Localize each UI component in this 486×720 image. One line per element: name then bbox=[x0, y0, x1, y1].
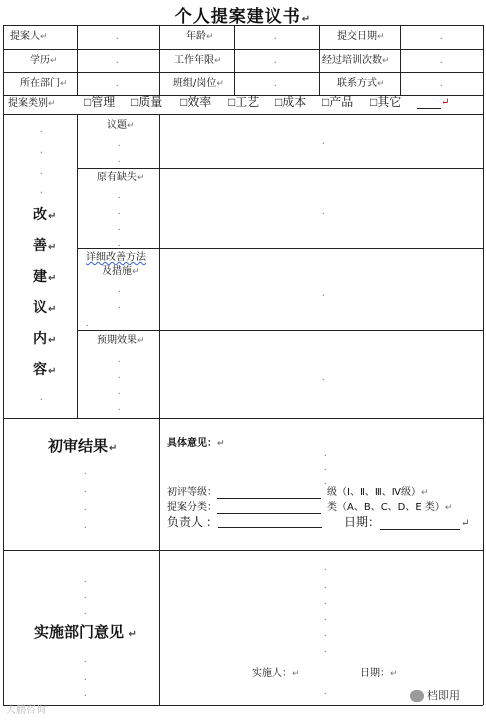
label-age: 年龄↵ bbox=[186, 31, 214, 42]
category-option-other[interactable]: □其它 bbox=[370, 95, 402, 109]
category-option-management[interactable]: □管理 bbox=[84, 95, 116, 109]
document-title: 个人提案建议书↵ bbox=[174, 7, 312, 27]
field-effect[interactable]: . bbox=[322, 372, 325, 383]
watermark-left: 大鹏咨询 bbox=[6, 705, 46, 716]
category-option-process[interactable]: □工艺 bbox=[228, 95, 260, 109]
sub-dot: . bbox=[118, 222, 121, 233]
label-submit-date: 提交日期↵ bbox=[337, 31, 385, 42]
label-department: 所在部门↵ bbox=[20, 78, 68, 89]
grade-options: 级（Ⅰ、Ⅱ、Ⅲ、Ⅳ级）↵ bbox=[327, 487, 429, 498]
sub-dot: . bbox=[118, 206, 121, 217]
sub-dot: . bbox=[118, 402, 121, 413]
label-impl-date: 日期：↵ bbox=[360, 668, 398, 679]
sub-dot: . bbox=[118, 300, 121, 311]
sub-dot: . bbox=[86, 318, 89, 329]
row-divider bbox=[77, 168, 483, 169]
label-effect: 预期效果↵ bbox=[97, 335, 145, 346]
label-owner: 负责人 ： bbox=[167, 516, 322, 528]
label-opinion: 具体意见：↵ bbox=[167, 438, 225, 449]
impl-dot: . bbox=[84, 590, 87, 601]
col-divider bbox=[159, 114, 160, 418]
label-class: 提案分类： bbox=[167, 502, 321, 514]
sub-dot: . bbox=[118, 386, 121, 397]
row-divider bbox=[77, 248, 483, 249]
section-dot: . bbox=[40, 124, 43, 135]
category-option-product[interactable]: □产品 bbox=[322, 95, 354, 109]
field-opinion[interactable]: . bbox=[324, 448, 327, 459]
table-border-left bbox=[3, 25, 4, 705]
sub-dot: . bbox=[118, 284, 121, 295]
row-divider bbox=[3, 72, 483, 73]
impl-dot: . bbox=[84, 606, 87, 617]
label-proposer: 提案人↵ bbox=[10, 31, 48, 42]
label-implementer: 实施人：↵ bbox=[252, 668, 300, 679]
field-impl-opinion[interactable]: . bbox=[324, 612, 327, 623]
field-work-years[interactable]: . bbox=[274, 55, 277, 66]
impl-dot: . bbox=[84, 574, 87, 585]
field-team-post[interactable]: . bbox=[274, 78, 277, 89]
label-team-post: 班组/岗位↵ bbox=[173, 78, 224, 89]
class-options: 类（A、B、C、D、E 类）↵ bbox=[327, 502, 453, 513]
row-divider bbox=[3, 418, 483, 419]
impl-dot: . bbox=[84, 672, 87, 683]
wechat-icon bbox=[410, 690, 424, 702]
impl-dot: . bbox=[324, 686, 327, 697]
review-dot: . bbox=[84, 502, 87, 513]
table-border-bottom bbox=[3, 705, 483, 706]
section-char-3: 建↵ bbox=[33, 269, 57, 285]
implementation-title: 实施部门意见 ↵ bbox=[34, 623, 137, 641]
field-topic[interactable]: . bbox=[322, 136, 325, 147]
label-defects: 原有缺失↵ bbox=[97, 172, 145, 183]
section-char-2: 善↵ bbox=[33, 238, 57, 254]
impl-dot: . bbox=[324, 596, 327, 607]
category-other-blank[interactable]: ↵ bbox=[417, 97, 449, 109]
section-char-6: 容↵ bbox=[33, 362, 57, 378]
section-char-5: 内↵ bbox=[33, 331, 57, 347]
field-contact[interactable]: . bbox=[440, 78, 443, 89]
grade-blank[interactable] bbox=[217, 488, 321, 499]
label-category: 提案类别↵ bbox=[8, 98, 56, 109]
section-dot: . bbox=[40, 145, 43, 156]
col-divider bbox=[159, 25, 160, 95]
sub-dot: . bbox=[118, 154, 121, 165]
field-defects[interactable]: . bbox=[322, 206, 325, 217]
field-method[interactable]: . bbox=[322, 288, 325, 299]
col-divider bbox=[319, 25, 320, 95]
impl-dot: . bbox=[84, 688, 87, 699]
section-char-1: 改↵ bbox=[33, 207, 57, 223]
impl-dot: . bbox=[324, 580, 327, 591]
sub-dot: . bbox=[118, 138, 121, 149]
sub-dot: . bbox=[118, 238, 121, 249]
impl-dot: . bbox=[324, 628, 327, 639]
table-border-right bbox=[483, 25, 484, 705]
field-proposer[interactable]: . bbox=[116, 31, 119, 42]
label-training-count: 经过培训次数↵ bbox=[322, 55, 390, 66]
label-method: 详细改善方法 bbox=[86, 252, 146, 263]
field-training-count[interactable]: . bbox=[440, 55, 443, 66]
field-age[interactable]: . bbox=[274, 31, 277, 42]
field-education[interactable]: . bbox=[116, 55, 119, 66]
category-option-quality[interactable]: □质量 bbox=[131, 95, 163, 109]
section-dot: . bbox=[40, 185, 43, 196]
col-divider bbox=[400, 25, 401, 95]
category-option-efficiency[interactable]: □效率 bbox=[180, 95, 212, 109]
review-dot: . bbox=[324, 462, 327, 473]
review-dot: . bbox=[84, 520, 87, 531]
review-title: 初审结果↵ bbox=[48, 437, 118, 455]
table-border-top bbox=[3, 25, 483, 26]
row-divider bbox=[3, 550, 483, 551]
review-dot: . bbox=[84, 466, 87, 477]
class-blank[interactable] bbox=[217, 503, 321, 514]
col-divider bbox=[77, 25, 78, 95]
category-option-cost[interactable]: □成本 bbox=[275, 95, 307, 109]
label-grade: 初评等级： bbox=[167, 487, 321, 499]
row-divider bbox=[3, 49, 483, 50]
label-method-2: 及措施↵ bbox=[102, 266, 140, 277]
sub-dot: . bbox=[118, 370, 121, 381]
review-dot: . bbox=[84, 484, 87, 495]
label-topic: 议题↵ bbox=[107, 120, 135, 131]
review-date-blank[interactable] bbox=[380, 519, 460, 530]
row-divider bbox=[3, 114, 483, 115]
col-divider bbox=[234, 25, 235, 95]
section-dot: . bbox=[40, 166, 43, 177]
field-submit-date[interactable]: . bbox=[440, 31, 443, 42]
impl-dot: . bbox=[84, 654, 87, 665]
col-divider bbox=[159, 418, 160, 705]
col-divider bbox=[77, 114, 78, 418]
impl-dot: . bbox=[324, 562, 327, 573]
sub-dot: . bbox=[118, 354, 121, 365]
sub-dot: . bbox=[118, 190, 121, 201]
impl-dot: . bbox=[324, 644, 327, 655]
section-char-4: 议↵ bbox=[33, 300, 57, 316]
field-department[interactable]: . bbox=[116, 78, 119, 89]
row-divider bbox=[77, 330, 483, 331]
section-dot: . bbox=[40, 392, 43, 403]
label-education: 学历↵ bbox=[30, 55, 58, 66]
watermark-right: 档即用 bbox=[410, 690, 460, 702]
label-contact: 联系方式↵ bbox=[337, 78, 385, 89]
label-work-years: 工作年限↵ bbox=[174, 55, 222, 66]
review-dot: . bbox=[324, 476, 327, 487]
label-review-date: 日期： ↵ bbox=[344, 515, 470, 529]
owner-blank[interactable] bbox=[218, 517, 322, 528]
